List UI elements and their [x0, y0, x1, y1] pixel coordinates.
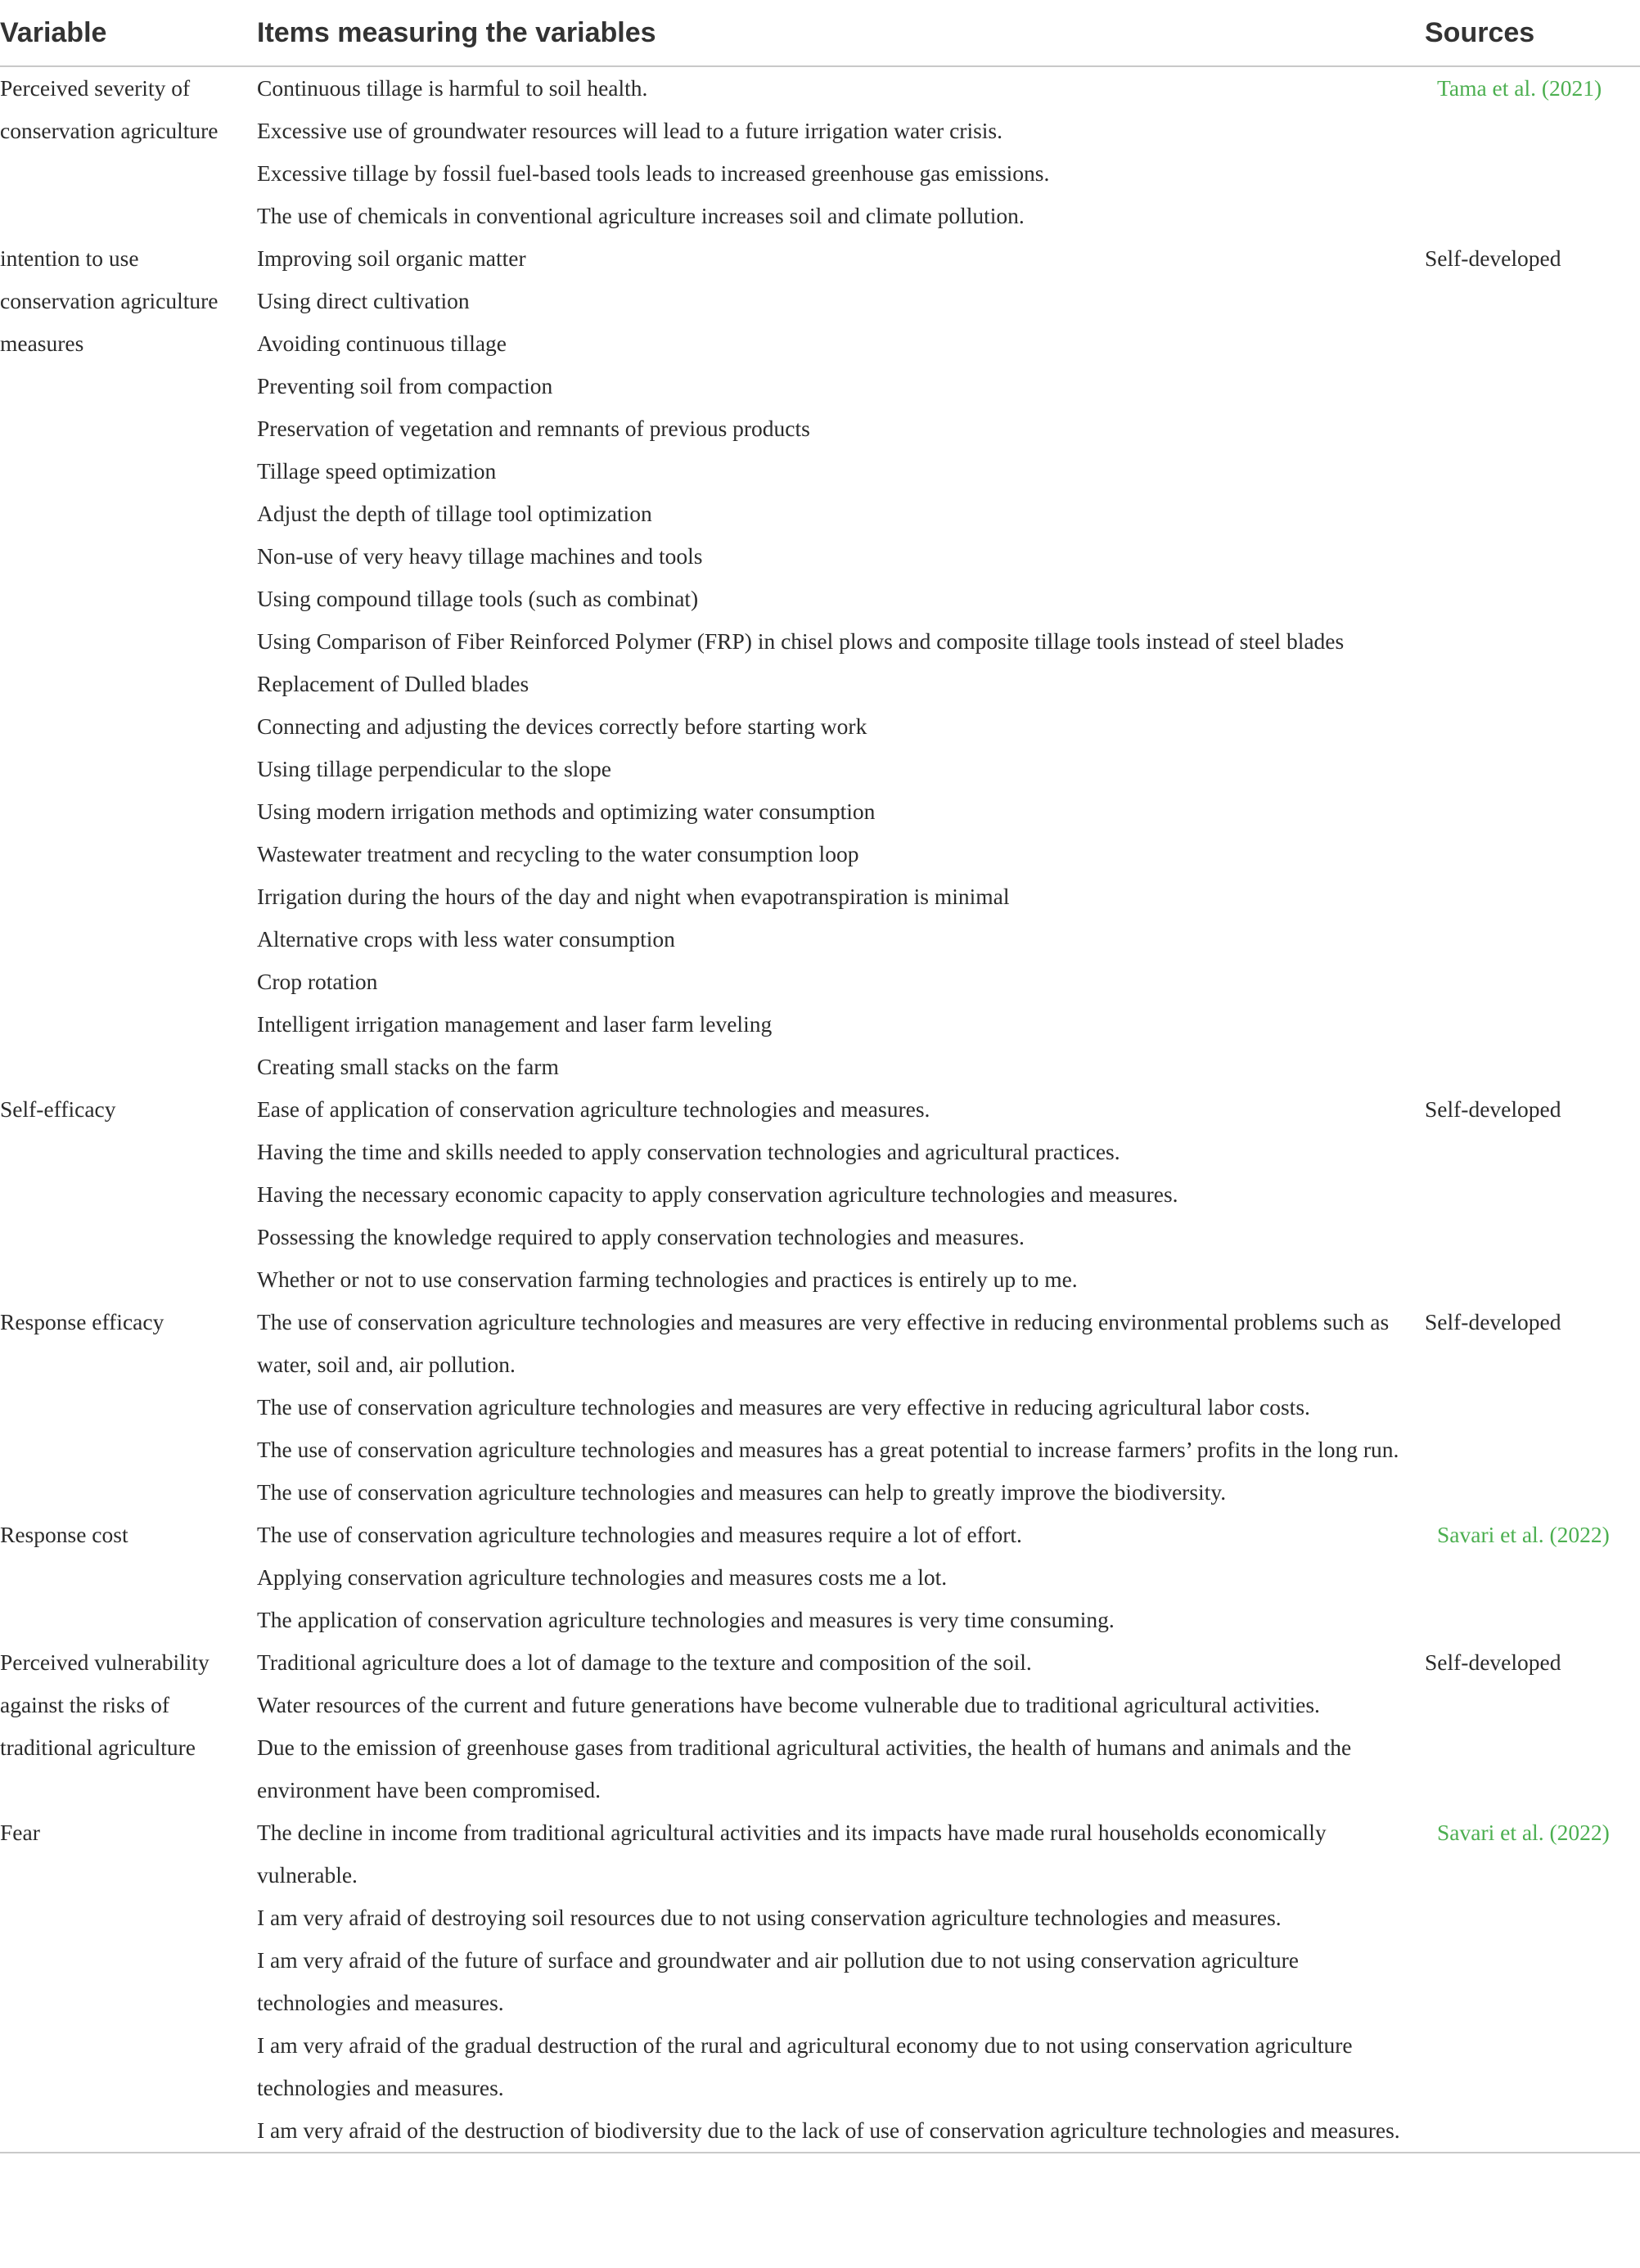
measurement-item: Non-use of very heavy tillage machines and tools: [257, 543, 703, 569]
measurement-item: Applying conservation agriculture technologies and measures costs me a lot.: [257, 1564, 948, 1590]
source-citation-link[interactable]: Tama et al. (2021): [1437, 75, 1602, 101]
table-row: [0, 1088, 1640, 1301]
table-row: [0, 1811, 1640, 2152]
header-row: [0, 0, 1640, 66]
measurement-item: Preventing soil from compaction: [257, 373, 553, 398]
measurement-item: Connecting and adjusting the devices correctly before starting work: [257, 713, 867, 739]
measurement-item: The use of conservation agriculture technologies and measures can help to greatly improve the biodiversity.: [257, 1479, 1227, 1505]
source-cell: [1425, 1811, 1640, 2152]
variable-cell: Response cost: [0, 1522, 128, 1547]
items-cell: [257, 1088, 1425, 1301]
measurement-item: The use of chemicals in conventional agriculture increases soil and climate pollution.: [257, 203, 1025, 228]
table-body: [0, 66, 1640, 2152]
measurement-item: Preservation of vegetation and remnants of previous products: [257, 416, 810, 441]
source-text: Self-developed: [1425, 1096, 1561, 1122]
measurement-item: The decline in income from traditional agricultural activities and its impacts have made rural households economically vulnerable.: [257, 1820, 1327, 1888]
variable-cell: Response efficacy: [0, 1309, 164, 1334]
source-cell: [1425, 66, 1640, 237]
table-header: [0, 0, 1640, 66]
variable-cell: Fear: [0, 1820, 40, 1845]
measurement-item: Using tillage perpendicular to the slope: [257, 756, 612, 781]
measurement-item: Using direct cultivation: [257, 288, 470, 313]
items-cell: [257, 1301, 1425, 1514]
measurement-item: The use of conservation agriculture technologies and measures are very effective in reducing environmental problems such as water, soil and, air pollution.: [257, 1309, 1390, 1377]
source-cell: [1425, 1514, 1640, 1641]
measurement-item: Whether or not to use conservation farming technologies and practices is entirely up to me.: [257, 1267, 1078, 1292]
measurement-item: I am very afraid of the future of surface and groundwater and air pollution due to not using conservation agriculture technologies and measures.: [257, 1947, 1299, 2015]
measurement-item: Traditional agriculture does a lot of damage to the texture and composition of the soil.: [257, 1649, 1032, 1675]
measurement-item: The application of conservation agriculture technologies and measures is very time consuming.: [257, 1607, 1115, 1632]
variable-cell: intention to use conservation agriculture measures: [0, 245, 219, 356]
measurement-item: Due to the emission of greenhouse gases from traditional agricultural activities, the health of humans and animals and the environment have been compromised.: [257, 1735, 1352, 1802]
source-citation-link[interactable]: Savari et al. (2022): [1437, 1522, 1610, 1547]
measurement-item: The use of conservation agriculture technologies and measures has a great potential to increase farmers’ profits in the long run.: [257, 1437, 1399, 1462]
source-cell: [1425, 1088, 1640, 1301]
measurement-item: Wastewater treatment and recycling to the water consumption loop: [257, 841, 859, 866]
measurement-item: Using modern irrigation methods and optimizing water consumption: [257, 799, 876, 824]
variable-cell: Self-efficacy: [0, 1096, 116, 1122]
source-cell: [1425, 237, 1640, 1088]
table-row: [0, 66, 1640, 237]
measurement-item: Possessing the knowledge required to apply conservation technologies and measures.: [257, 1224, 1025, 1249]
measurement-item: Intelligent irrigation management and laser farm leveling: [257, 1011, 773, 1037]
items-cell: [257, 66, 1425, 237]
table-bottom-rule: [0, 2152, 1640, 2153]
table-row: [0, 1514, 1640, 1641]
items-cell: [257, 237, 1425, 1088]
header-items: Items measuring the variables: [257, 0, 1425, 66]
source-cell: [1425, 1641, 1640, 1811]
table-row: [0, 1641, 1640, 1811]
table-row: [0, 237, 1640, 1088]
source-text: Self-developed: [1425, 1309, 1561, 1334]
measurement-item: Having the necessary economic capacity to apply conservation agriculture technologies and measures.: [257, 1181, 1178, 1207]
measurement-item: Excessive use of groundwater resources will lead to a future irrigation water crisis.: [257, 118, 1003, 143]
source-text: Self-developed: [1425, 245, 1561, 271]
header-sources: Sources: [1425, 0, 1640, 66]
table-row: [0, 1301, 1640, 1514]
source-text: Self-developed: [1425, 1649, 1561, 1675]
items-cell: [257, 1514, 1425, 1641]
measurement-item: Having the time and skills needed to apply conservation technologies and agricultural practices.: [257, 1139, 1120, 1164]
measurement-item: The use of conservation agriculture technologies and measures require a lot of effort.: [257, 1522, 1022, 1547]
items-cell: [257, 1641, 1425, 1811]
measurement-item: I am very afraid of the destruction of biodiversity due to the lack of use of conservation agriculture technologies and measures.: [257, 2117, 1400, 2143]
measurement-item: Alternative crops with less water consumption: [257, 926, 675, 952]
header-variable: Variable: [0, 0, 257, 66]
variable-cell: Perceived severity of conservation agriculture: [0, 75, 219, 143]
measurement-item: Adjust the depth of tillage tool optimization: [257, 501, 652, 526]
measurement-item: Improving soil organic matter: [257, 245, 526, 271]
measurement-item: Ease of application of conservation agriculture technologies and measures.: [257, 1096, 930, 1122]
measurement-item: Using Comparison of Fiber Reinforced Polymer (FRP) in chisel plows and composite tillage tools instead of steel blades: [257, 628, 1345, 654]
source-citation-link[interactable]: Savari et al. (2022): [1437, 1820, 1610, 1845]
measurement-item: The use of conservation agriculture technologies and measures are very effective in reducing agricultural labor costs.: [257, 1394, 1310, 1420]
measurement-item: Replacement of Dulled blades: [257, 671, 529, 696]
measurement-item: Tillage speed optimization: [257, 458, 497, 484]
measurement-item: Avoiding continuous tillage: [257, 331, 507, 356]
measurement-item: Continuous tillage is harmful to soil health.: [257, 75, 648, 101]
variable-cell: Perceived vulnerability against the risks of traditional agriculture: [0, 1649, 210, 1760]
measurement-item: Crop rotation: [257, 969, 378, 994]
measurement-item: I am very afraid of destroying soil resources due to not using conservation agriculture technologies and measures.: [257, 1905, 1282, 1930]
measurement-item: Using compound tillage tools (such as combinat): [257, 586, 699, 611]
measurement-item: Water resources of the current and future generations have become vulnerable due to traditional agricultural activities.: [257, 1692, 1320, 1717]
measurement-item: I am very afraid of the gradual destruction of the rural and agricultural economy due to not using conservation agriculture technologies and measures.: [257, 2032, 1353, 2100]
measurement-item: Excessive tillage by fossil fuel-based tools leads to increased greenhouse gas emissions.: [257, 160, 1050, 186]
measurement-item: Creating small stacks on the farm: [257, 1054, 559, 1079]
source-cell: [1425, 1301, 1640, 1514]
measurement-item: Irrigation during the hours of the day and night when evapotranspiration is minimal: [257, 884, 1010, 909]
items-cell: [257, 1811, 1425, 2152]
